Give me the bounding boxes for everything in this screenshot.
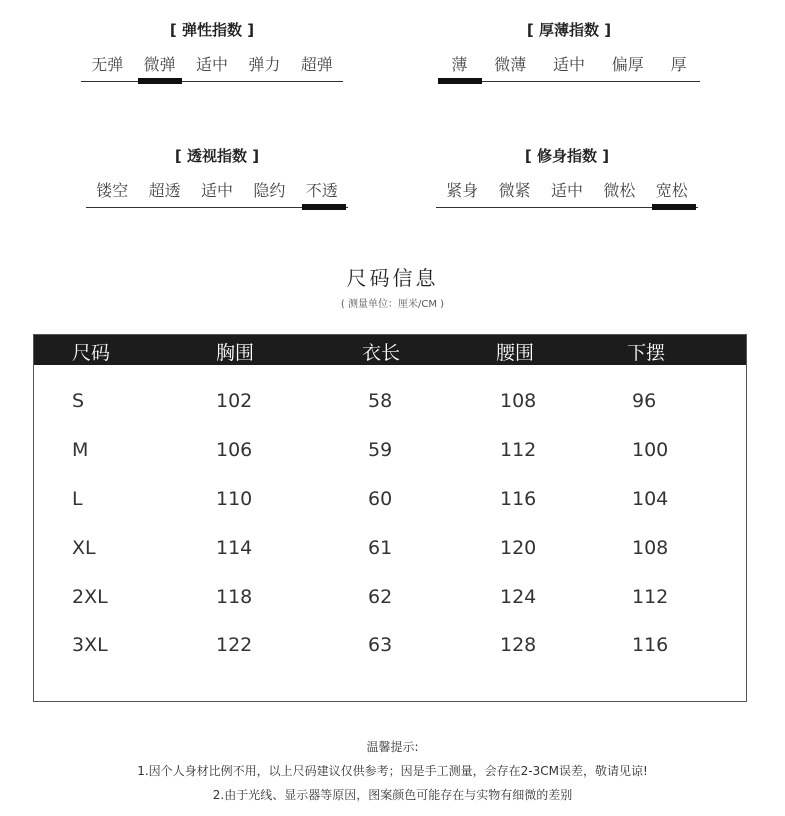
- table-cell: 3XL: [72, 634, 108, 656]
- scale-option: 超透: [148, 181, 181, 200]
- header-cell: 下摆: [627, 342, 666, 364]
- scale-option: 无弹: [91, 55, 124, 74]
- scale-option: 微松: [603, 181, 636, 200]
- table-cell: 60: [368, 488, 393, 510]
- scale-line: [81, 81, 343, 82]
- table-cell: 120: [500, 537, 537, 559]
- scale-option: 适中: [550, 181, 583, 200]
- table-cell: 122: [216, 634, 253, 656]
- table-cell: 114: [216, 537, 253, 559]
- table-cell: 112: [632, 586, 669, 608]
- scale-option: 薄: [451, 55, 468, 74]
- scale-marker: [652, 204, 696, 210]
- table-cell: 118: [216, 586, 253, 608]
- table-cell: 102: [216, 390, 253, 412]
- scale-option: 微薄: [494, 55, 527, 74]
- scale-title: [ 弹性指数 ]: [169, 21, 255, 39]
- tip-line: 1.因个人身材比例不用，以上尺码建议仅供参考；因是手工测量，会存在2-3CM误差，敬请见谅!: [137, 764, 648, 778]
- table-cell: 63: [368, 634, 393, 656]
- scale-option: 超弹: [300, 55, 333, 74]
- table-cell: 124: [500, 586, 537, 608]
- table-cell: 112: [500, 439, 537, 461]
- scale-option: 微弹: [143, 55, 176, 74]
- table-cell: XL: [72, 537, 96, 559]
- scale-option: 厚: [670, 55, 687, 74]
- scale-title: [ 厚薄指数 ]: [526, 21, 612, 39]
- scale-option: 镂空: [96, 181, 129, 200]
- table-cell: 106: [216, 439, 253, 461]
- scale-option: 适中: [200, 181, 233, 200]
- scale-option: 宽松: [655, 181, 688, 200]
- scale-title: [ 修身指数 ]: [524, 147, 610, 165]
- scale-title: [ 透视指数 ]: [174, 147, 260, 165]
- scale-marker: [138, 78, 182, 84]
- scale-option: 不透: [305, 181, 338, 200]
- table-cell: 108: [500, 390, 537, 412]
- table-cell: 116: [632, 634, 669, 656]
- table-cell: 100: [632, 439, 669, 461]
- tips-title: 温馨提示:: [366, 740, 419, 754]
- scale-option: 适中: [552, 55, 585, 74]
- scale-option: 微紧: [498, 181, 531, 200]
- table-cell: 96: [632, 390, 657, 412]
- header-cell: 胸围: [216, 342, 255, 364]
- header-cell: 衣长: [362, 342, 401, 364]
- scale-option: 弹力: [248, 55, 281, 74]
- header-cell: 尺码: [72, 342, 111, 364]
- table-cell: 62: [368, 586, 393, 608]
- scale-marker: [438, 78, 482, 84]
- table-header: [34, 335, 746, 365]
- table-cell: S: [72, 390, 85, 412]
- scale-option: 隐约: [253, 181, 286, 200]
- table-cell: M: [72, 439, 89, 461]
- scale-marker: [302, 204, 346, 210]
- header-cell: 腰围: [496, 342, 535, 364]
- table-cell: 116: [500, 488, 537, 510]
- table-cell: 128: [500, 634, 537, 656]
- scale-option: 紧身: [446, 181, 479, 200]
- tip-line: 2.由于光线、显示器等原因，图案颜色可能存在与实物有细微的差别: [212, 788, 573, 802]
- scale-option: 适中: [195, 55, 228, 74]
- scale-option: 偏厚: [611, 55, 644, 74]
- table-cell: 61: [368, 537, 393, 559]
- table-cell: 58: [368, 390, 393, 412]
- table-cell: 104: [632, 488, 669, 510]
- size-table: [33, 334, 747, 702]
- table-cell: 2XL: [72, 586, 108, 608]
- table-cell: 108: [632, 537, 669, 559]
- size-info-title: 尺码信息: [346, 266, 439, 290]
- table-cell: 59: [368, 439, 393, 461]
- table-cell: L: [72, 488, 83, 510]
- size-info-unit: ( 测量单位：厘米/CM ): [340, 299, 445, 310]
- table-cell: 110: [216, 488, 253, 510]
